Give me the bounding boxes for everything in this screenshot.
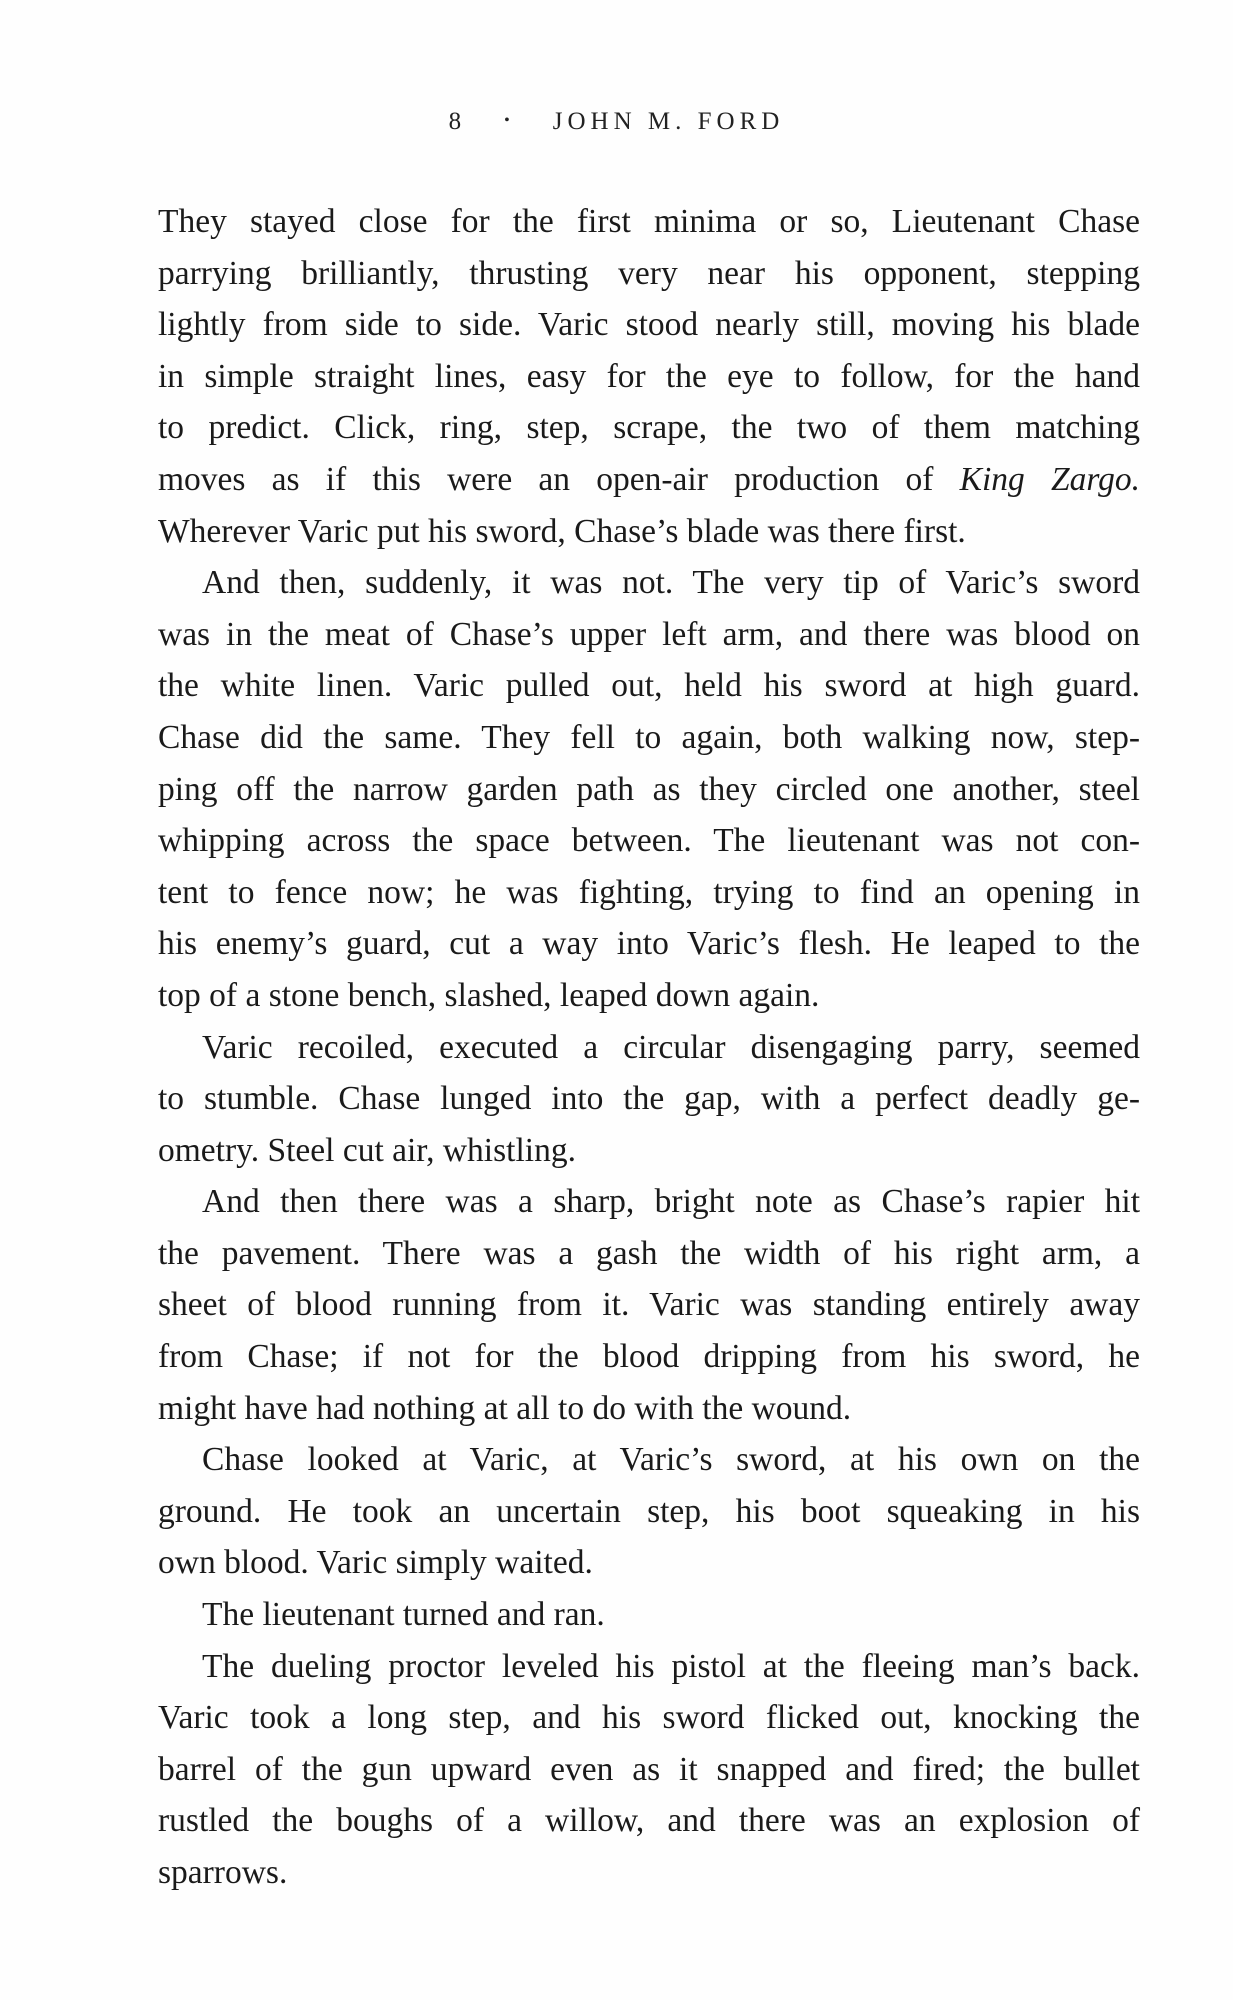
text-line: sheet of blood running from it. Varic was standing entirely away [158,1286,1140,1324]
text-line: own blood. Varic simply waited. [158,1544,593,1582]
italic-title: King Zargo. [959,460,1141,498]
text-fragment: moves as if this were an open-air production of [158,460,934,498]
text-line: And then there was a sharp, bright note as Chase’s rapier hit [202,1183,1140,1221]
text-line: The dueling proctor leveled his pistol at the fleeing man’s back. [202,1647,1140,1685]
text-line: from Chase; if not for the blood dripping from his sword, he [158,1338,1140,1376]
body-text [158,196,1140,1899]
text-line-with-title [158,454,1140,506]
text-line: ping off the narrow garden path as they circled one another, steel [158,770,1140,808]
running-head [0,108,1233,136]
text-line: to predict. Click, ring, step, scrape, the two of them matching [158,409,1140,447]
text-line: the white linen. Varic pulled out, held his sword at high guard. [158,667,1140,705]
text-line: Wherever Varic put his sword, Chase’s blade was there first. [158,512,966,550]
text-line: Chase did the same. They fell to again, both walking now, step- [158,718,1140,756]
text-line: Varic took a long step, and his sword flicked out, knocking the [158,1699,1140,1737]
text-line: in simple straight lines, easy for the eye to follow, for the hand [158,357,1140,395]
header-separator: • [504,112,515,129]
text-line: lightly from side to side. Varic stood nearly still, moving his blade [158,306,1140,344]
text-line: parrying brilliantly, thrusting very near his opponent, stepping [158,254,1140,292]
text-line: And then, suddenly, it was not. The very tip of Varic’s sword [202,564,1140,602]
text-line: The lieutenant turned and ran. [202,1596,605,1634]
text-line: barrel of the gun upward even as it snapped and fired; the bullet [158,1750,1140,1788]
text-line: sparrows. [158,1854,288,1891]
text-line: Varic recoiled, executed a circular disengaging parry, seemed [202,1028,1140,1066]
text-line: was in the meat of Chase’s upper left arm, and there was blood on [158,615,1140,653]
page-number: 8 [448,108,467,135]
text-line: ometry. Steel cut air, whistling. [158,1131,576,1169]
text-line: might have had nothing at all to do with the wound. [158,1389,852,1427]
text-line: They stayed close for the first minima or so, Lieutenant Chase [158,203,1140,240]
text-line: tent to fence now; he was fighting, trying to find an opening in [158,873,1140,911]
text-line: rustled the boughs of a willow, and there was an explosion of [158,1802,1140,1840]
text-line: ground. He took an uncertain step, his boot squeaking in his [158,1492,1140,1530]
text-line: the pavement. There was a gash the width of his right arm, a [158,1234,1140,1272]
text-line: whipping across the space between. The lieutenant was not con- [158,822,1140,860]
text-line: to stumble. Chase lunged into the gap, with a perfect deadly ge- [158,1080,1140,1118]
text-line: Chase looked at Varic, at Varic’s sword, at his own on the [202,1441,1140,1479]
text-line: his enemy’s guard, cut a way into Varic’s flesh. He leaped to the [158,925,1140,963]
text-line: top of a stone bench, slashed, leaped down again. [158,976,820,1014]
author-name: JOHN M. FORD [552,108,785,135]
